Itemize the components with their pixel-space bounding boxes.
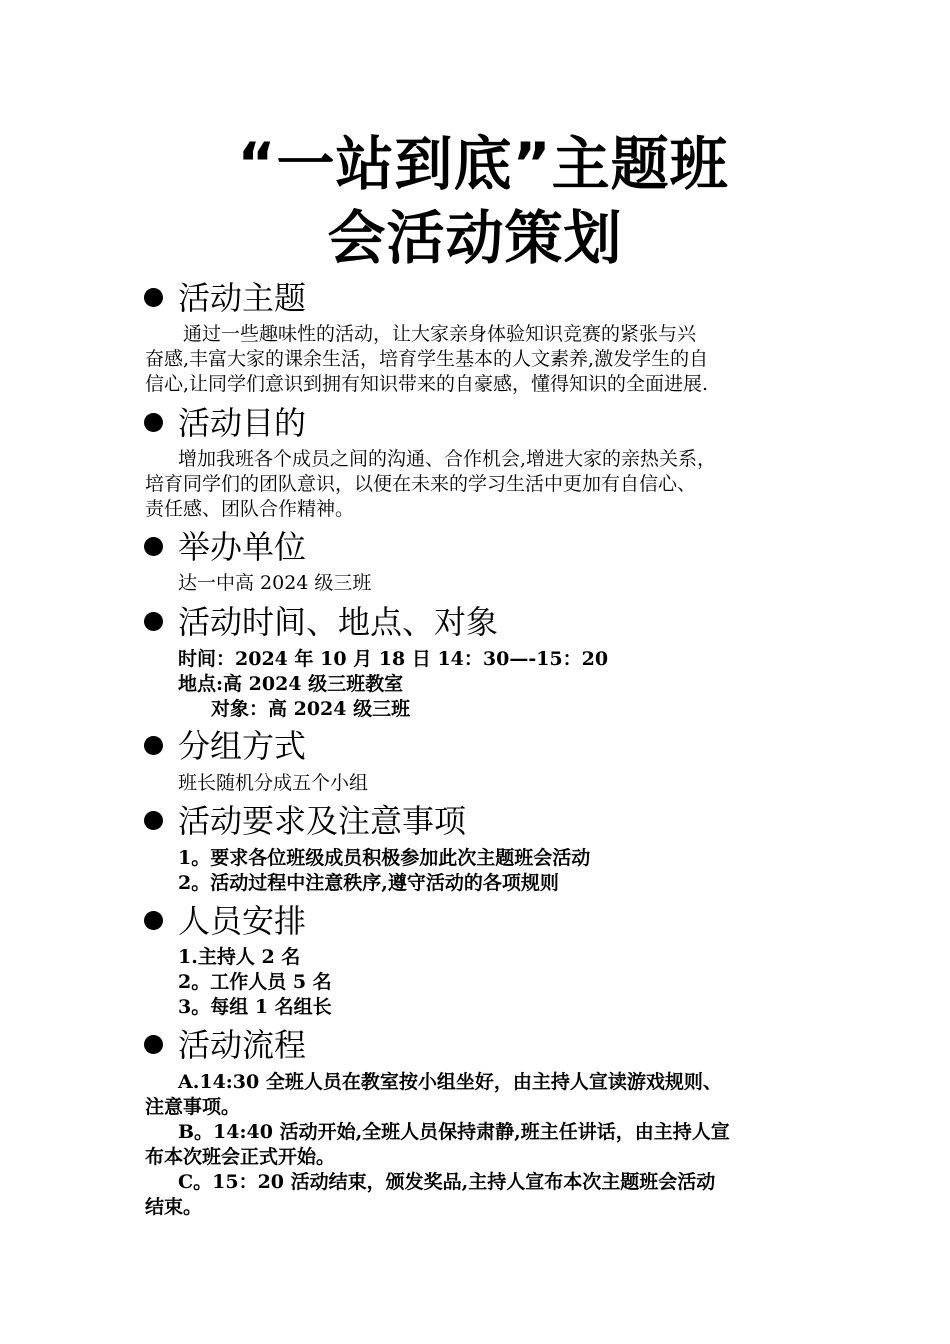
body-line: 注意事项。	[145, 1096, 241, 1118]
body-line: 通过一些趣味性的活动，让大家亲身体验知识竞赛的紧张与兴	[183, 323, 697, 345]
section-heading-staff	[144, 903, 306, 939]
body-line: 责任感、团队合作精神。	[145, 498, 355, 520]
section-heading-text: 举办单位	[178, 528, 307, 566]
section-body-staff	[145, 945, 810, 1020]
body-line: 时间：2024 年 10 月 18 日 14：30—-15：20	[178, 648, 609, 670]
bullet-icon	[144, 1035, 163, 1054]
section-body-grouping	[145, 771, 810, 796]
body-line: 对象：高 2024 级三班	[211, 698, 411, 720]
section-heading-text: 活动主题	[178, 279, 307, 317]
bullet-icon	[144, 911, 163, 930]
section-heading-theme	[144, 280, 306, 316]
body-line: A.14:30 全班人员在教室按小组坐好，由主持人宣读游戏规则、	[178, 1071, 722, 1093]
bullet-icon	[144, 537, 163, 556]
body-line: 2。工作人员 5 名	[178, 971, 332, 993]
body-line: 3。每组 1 名组长	[178, 996, 332, 1018]
body-line: 地点:高 2024 级三班教室	[178, 673, 404, 695]
section-body-process	[145, 1070, 810, 1220]
section-heading-text: 人员安排	[178, 902, 307, 940]
document-title-line-2: 会活动策划	[327, 204, 623, 272]
body-line: B。14:40 活动开始,全班人员保持肃静,班主任讲话，由主持人宣	[178, 1121, 730, 1143]
section-heading-text: 分组方式	[178, 727, 307, 765]
bullet-icon	[144, 736, 163, 755]
section-body-requirements	[145, 846, 810, 896]
section-heading-text: 活动流程	[178, 1026, 307, 1064]
body-line: C。15：20 活动结束，颁发奖品,主持人宣布本次主题班会活动	[178, 1171, 716, 1193]
bullet-icon	[144, 413, 163, 432]
document-title-line-1: “一站到底”主题班	[237, 130, 729, 198]
section-body-organizer	[145, 571, 810, 596]
body-line: 增加我班各个成员之间的沟通、合作机会,增进大家的亲热关系，	[178, 448, 717, 470]
body-line: 班长随机分成五个小组	[178, 772, 369, 794]
section-heading-organizer	[144, 529, 306, 565]
section-body-theme	[145, 322, 810, 397]
body-line: 结束。	[145, 1196, 203, 1218]
section-body-purpose	[145, 447, 810, 522]
section-body-time-place	[145, 647, 810, 722]
body-line: 培育同学们的团队意识，以便在未来的学习生活中更加有自信心、	[145, 473, 697, 495]
section-heading-purpose	[144, 405, 306, 441]
body-line: 1。要求各位班级成员积极参加此次主题班会活动	[178, 847, 591, 869]
section-heading-text: 活动目的	[178, 404, 307, 442]
body-line: 奋感,丰富大家的课余生活，培育学生基本的人文素养,激发学生的自	[145, 348, 709, 370]
section-heading-requirements	[144, 803, 466, 839]
bullet-icon	[144, 288, 163, 307]
bullet-icon	[144, 811, 163, 830]
section-heading-time-place	[144, 604, 498, 640]
body-line: 1.主持人 2 名	[178, 946, 301, 968]
body-line: 2。活动过程中注意秩序,遵守活动的各项规则	[178, 872, 559, 894]
body-line: 信心,让同学们意识到拥有知识带来的自豪感，懂得知识的全面进展.	[145, 373, 709, 395]
section-heading-text: 活动时间、地点、对象	[178, 603, 499, 641]
section-heading-process	[144, 1027, 306, 1063]
bullet-icon	[144, 612, 163, 631]
section-heading-grouping	[144, 728, 306, 764]
body-line: 布本次班会正式开始。	[145, 1146, 336, 1168]
body-line: 达一中高 2024 级三班	[178, 572, 372, 594]
section-heading-text: 活动要求及注意事项	[178, 802, 467, 840]
